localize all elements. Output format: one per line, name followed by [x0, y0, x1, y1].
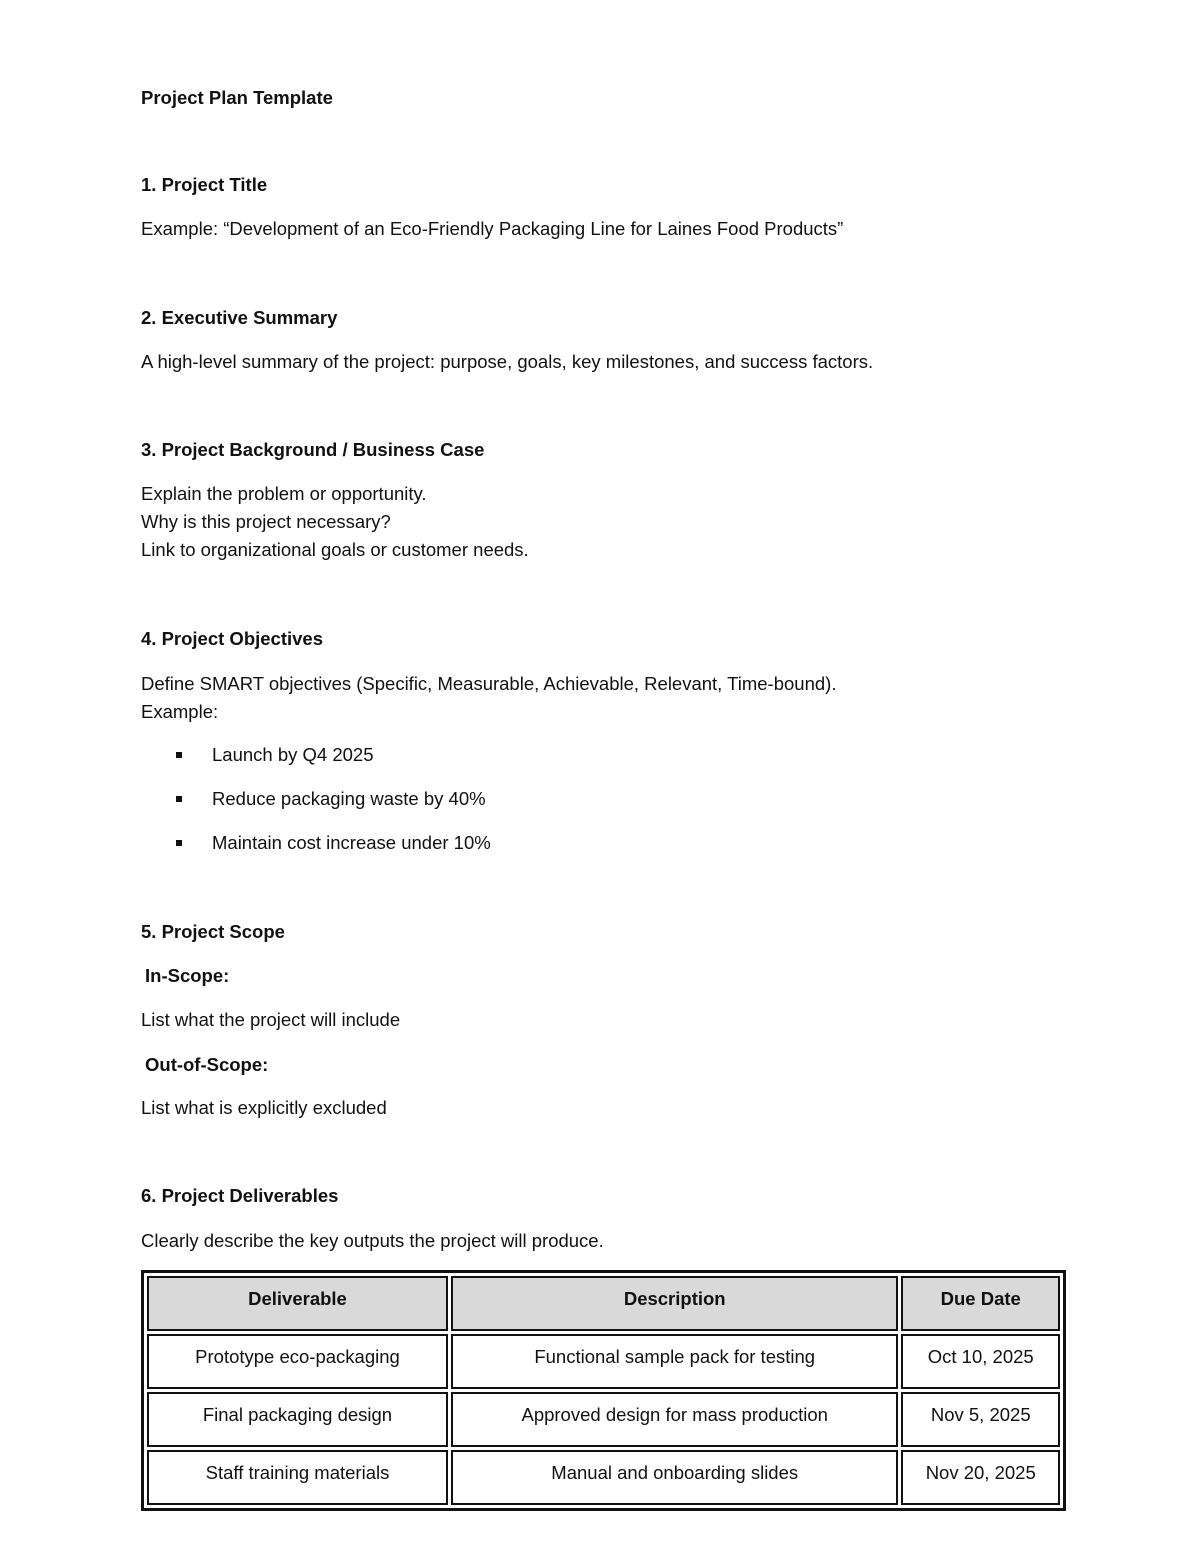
- deliverable-cell: Final packaging design: [147, 1392, 448, 1447]
- executive-summary-text: A high-level summary of the project: purpose, goals, key milestones, and success factors.: [141, 351, 874, 372]
- due-date-cell: Nov 5, 2025: [901, 1392, 1060, 1447]
- column-header-deliverable: Deliverable: [147, 1276, 448, 1331]
- background-line: Explain the problem or opportunity.: [141, 483, 427, 504]
- objectives-example-label: Example:: [141, 701, 219, 722]
- square-bullet-icon: [176, 840, 182, 846]
- due-date-cell: Nov 20, 2025: [901, 1450, 1060, 1505]
- square-bullet-icon: [176, 796, 182, 802]
- out-of-scope-text: List what is explicitly excluded: [141, 1097, 387, 1118]
- objectives-intro: Define SMART objectives (Specific, Measurable, Achievable, Relevant, Time-bound).: [141, 673, 837, 694]
- column-header-description: Description: [451, 1276, 898, 1331]
- description-cell: Approved design for mass production: [451, 1392, 898, 1447]
- deliverables-intro: Clearly describe the key outputs the project will produce.: [141, 1230, 604, 1251]
- table-row: [147, 1392, 1060, 1447]
- section-heading-executive-summary: 2. Executive Summary: [141, 307, 338, 328]
- section-heading-scope: 5. Project Scope: [141, 921, 285, 942]
- objective-bullet-text: Launch by Q4 2025: [212, 744, 374, 765]
- document-title: Project Plan Template: [141, 87, 333, 108]
- deliverable-cell: Staff training materials: [147, 1450, 448, 1505]
- in-scope-label: In-Scope:: [145, 965, 230, 986]
- section-heading-project-title: 1. Project Title: [141, 174, 268, 195]
- description-cell: Functional sample pack for testing: [451, 1334, 898, 1389]
- table-row: [147, 1450, 1060, 1505]
- description-cell: Manual and onboarding slides: [451, 1450, 898, 1505]
- in-scope-text: List what the project will include: [141, 1009, 401, 1030]
- objective-bullet-text: Maintain cost increase under 10%: [212, 832, 491, 853]
- section-heading-objectives: 4. Project Objectives: [141, 628, 324, 649]
- table-header-row: [147, 1276, 1060, 1331]
- deliverable-cell: Prototype eco-packaging: [147, 1334, 448, 1389]
- section-heading-background: 3. Project Background / Business Case: [141, 439, 485, 460]
- due-date-cell: Oct 10, 2025: [901, 1334, 1060, 1389]
- table-row: [147, 1334, 1060, 1389]
- objective-bullet-text: Reduce packaging waste by 40%: [212, 788, 486, 809]
- section-heading-deliverables: 6. Project Deliverables: [141, 1185, 339, 1206]
- deliverables-table: [141, 1270, 1066, 1511]
- project-title-example: Example: “Development of an Eco-Friendly Packaging Line for Laines Food Products”: [141, 218, 844, 239]
- background-line: Why is this project necessary?: [141, 511, 391, 532]
- column-header-due-date: Due Date: [901, 1276, 1060, 1331]
- square-bullet-icon: [176, 752, 182, 758]
- background-line: Link to organizational goals or customer needs.: [141, 539, 529, 560]
- out-of-scope-label: Out-of-Scope:: [145, 1054, 269, 1075]
